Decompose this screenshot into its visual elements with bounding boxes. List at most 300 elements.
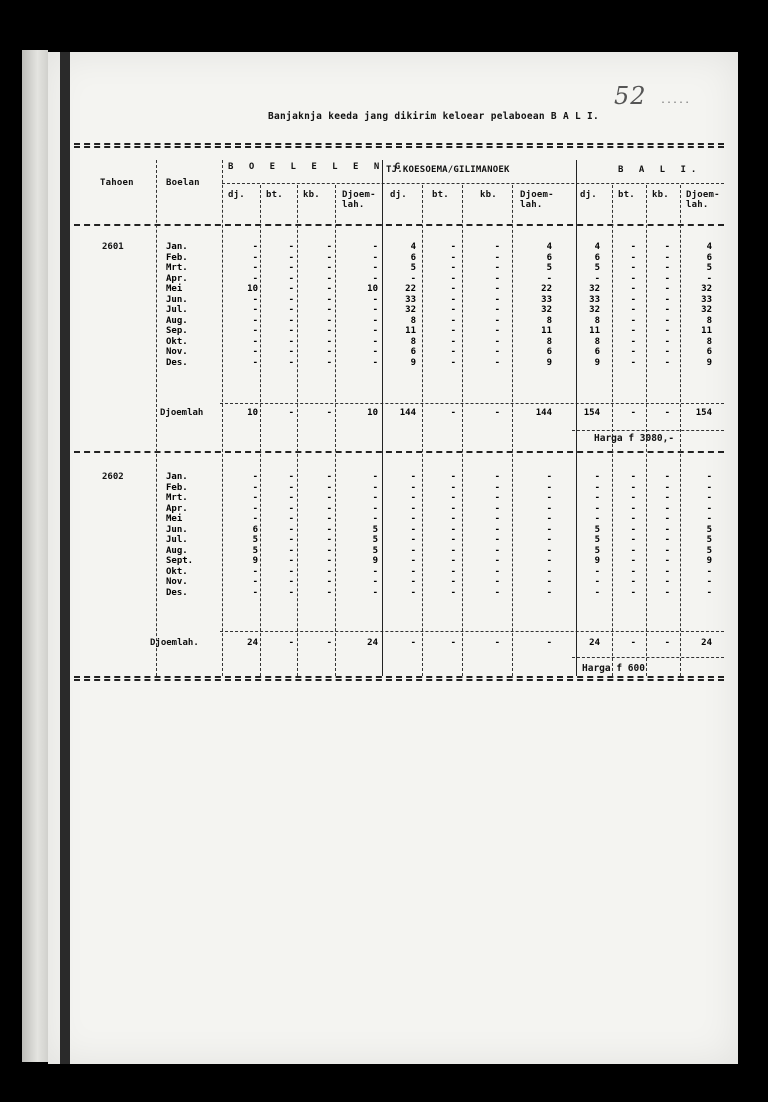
cell-value: 32 — [701, 284, 712, 294]
cell-value: - — [326, 556, 332, 566]
cell-value: - — [546, 482, 552, 493]
cell-value: - — [288, 587, 294, 598]
cell-value: 5 — [594, 545, 600, 556]
month-label: Okt. — [166, 336, 188, 347]
cell-value: - — [594, 587, 600, 598]
cell-value: - — [326, 587, 332, 598]
cell-value: - — [546, 587, 552, 598]
cell-value: - — [326, 263, 332, 273]
column-boeleleng-kb — [297, 472, 332, 598]
header-bali: B A L I. — [618, 165, 702, 175]
month-label: Mei — [166, 284, 183, 294]
cell-value: 9 — [546, 357, 552, 368]
column-boeleleng-dj — [222, 472, 258, 598]
rule-bottom — [74, 676, 724, 681]
cell-value: 11 — [405, 326, 416, 336]
cell-value: - — [630, 305, 636, 315]
cell-value: - — [630, 263, 636, 273]
cell-value: - — [494, 294, 500, 305]
total-line-2602 — [220, 631, 724, 632]
cell-value: - — [630, 577, 636, 587]
cell-value: - — [594, 493, 600, 503]
cell-value: - — [326, 242, 332, 252]
month-label: Apr. — [166, 503, 188, 514]
cell-value: 8 — [706, 315, 712, 326]
sub-t-dj: dj. — [390, 190, 407, 200]
sub-a-jml: Djoem-lah. — [686, 190, 720, 210]
cell-value: - — [252, 252, 258, 263]
cell-value: - — [410, 577, 416, 587]
cell-value: - — [450, 294, 456, 305]
header-boelan: Boelan — [166, 178, 200, 188]
total-boeleleng-jml: 24 — [367, 638, 378, 648]
month-label: Sep. — [166, 326, 188, 336]
cell-value: - — [546, 535, 552, 545]
cell-value: - — [410, 273, 416, 284]
cell-value: - — [252, 347, 258, 357]
month-label: Mei — [166, 514, 183, 524]
cell-value: - — [450, 566, 456, 577]
month-label: Feb. — [166, 482, 188, 493]
total-boeleleng-dj: 10 — [247, 408, 258, 418]
column-bali-dj — [576, 242, 600, 368]
cell-value: - — [494, 305, 500, 315]
sub-a-dj: dj. — [580, 190, 597, 200]
cell-value: - — [706, 577, 712, 587]
cell-value: 9 — [706, 357, 712, 368]
column-boeleleng-jml — [335, 472, 378, 598]
cell-value: - — [450, 284, 456, 294]
month-label: Feb. — [166, 252, 188, 263]
sub-a-bt: bt. — [618, 190, 635, 200]
cell-value: 22 — [405, 284, 416, 294]
cell-value: - — [252, 242, 258, 252]
cell-value: - — [494, 357, 500, 368]
cell-value: - — [288, 336, 294, 347]
cell-value: - — [546, 493, 552, 503]
cell-value: 6 — [546, 347, 552, 357]
month-label: Jan. — [166, 242, 188, 252]
cell-value: 5 — [706, 535, 712, 545]
cell-value: - — [450, 556, 456, 566]
cell-value: - — [288, 503, 294, 514]
document-title: Banjaknja keeda jang dikirim keloear pelaboean B A L I. — [268, 111, 600, 122]
cell-value: - — [630, 493, 636, 503]
cell-value: - — [288, 273, 294, 284]
cell-value: - — [630, 503, 636, 514]
cell-value: - — [664, 294, 670, 305]
cell-value: - — [410, 524, 416, 535]
cell-value: - — [288, 242, 294, 252]
cell-value: 5 — [252, 545, 258, 556]
month-label: Jun. — [166, 294, 188, 305]
cell-value: - — [372, 587, 378, 598]
cell-value: - — [326, 284, 332, 294]
cell-value: - — [546, 472, 552, 482]
total-tj-kb: - — [494, 408, 500, 418]
column-tj-jml — [512, 472, 552, 598]
cell-value: 8 — [546, 336, 552, 347]
cell-value: - — [450, 315, 456, 326]
rule-top — [74, 143, 724, 148]
cell-value: 9 — [410, 357, 416, 368]
month-label: Nov. — [166, 347, 188, 357]
cell-value: - — [326, 535, 332, 545]
cell-value: 33 — [405, 294, 416, 305]
cell-value: - — [252, 503, 258, 514]
column-boeleleng-dj — [222, 242, 258, 368]
cell-value: - — [372, 493, 378, 503]
total-line-2601 — [220, 403, 724, 404]
cell-value: - — [326, 252, 332, 263]
cell-value: - — [372, 263, 378, 273]
column-tj-kb — [462, 472, 500, 598]
cell-value: - — [326, 326, 332, 336]
column-bali-bt — [612, 242, 636, 368]
cell-value: - — [630, 326, 636, 336]
total-tj-dj: 144 — [399, 408, 416, 418]
cell-value: - — [494, 493, 500, 503]
cell-value: - — [326, 577, 332, 587]
cell-value: 32 — [589, 305, 600, 315]
cell-value: - — [252, 263, 258, 273]
harga-2602: Harga f 600 — [582, 663, 645, 674]
year-2601: 2601 — [102, 242, 124, 252]
cell-value: - — [252, 577, 258, 587]
cell-value: - — [252, 493, 258, 503]
cell-value: - — [372, 242, 378, 252]
cell-value: - — [594, 273, 600, 284]
cell-value: 32 — [701, 305, 712, 315]
cell-value: - — [288, 482, 294, 493]
cell-value: 5 — [372, 524, 378, 535]
total-bali-jml: 24 — [701, 638, 712, 648]
cell-value: 9 — [252, 556, 258, 566]
cell-value: - — [252, 587, 258, 598]
cell-value: - — [594, 566, 600, 577]
cell-value: 4 — [594, 242, 600, 252]
cell-value: - — [706, 503, 712, 514]
sub-a-kb: kb. — [652, 190, 669, 200]
cell-value: - — [630, 587, 636, 598]
cell-value: - — [450, 482, 456, 493]
cell-value: - — [494, 273, 500, 284]
cell-value: - — [410, 493, 416, 503]
cell-value: - — [494, 336, 500, 347]
cell-value: 6 — [410, 252, 416, 263]
cell-value: - — [252, 326, 258, 336]
cell-value: 33 — [541, 294, 552, 305]
cell-value: - — [706, 482, 712, 493]
cell-value: 6 — [410, 347, 416, 357]
month-label: Sept. — [166, 556, 194, 566]
cell-value: - — [410, 587, 416, 598]
cell-value: 4 — [546, 242, 552, 252]
cell-value: - — [372, 357, 378, 368]
cell-value: - — [450, 503, 456, 514]
rule-header-bottom — [74, 224, 724, 226]
cell-value: - — [594, 514, 600, 524]
column-bali-kb — [646, 472, 670, 598]
cell-value: 9 — [594, 357, 600, 368]
cell-value: - — [450, 252, 456, 263]
total-boeleleng-bt: - — [288, 638, 294, 648]
cell-value: - — [372, 315, 378, 326]
total-boeleleng-kb: - — [326, 638, 332, 648]
column-tj-jml — [512, 242, 552, 368]
cell-value: - — [630, 524, 636, 535]
cell-value: - — [410, 514, 416, 524]
cell-value: 10 — [247, 284, 258, 294]
column-tj-kb — [462, 242, 500, 368]
cell-value: - — [288, 514, 294, 524]
month-label: Apr. — [166, 273, 188, 284]
cell-value: - — [326, 514, 332, 524]
cell-value: - — [630, 336, 636, 347]
cell-value: - — [372, 514, 378, 524]
cell-value: - — [494, 482, 500, 493]
cell-value: - — [288, 326, 294, 336]
total-label-2601: Djoemlah — [160, 408, 204, 418]
column-tj-dj — [382, 472, 416, 598]
cell-value: - — [494, 566, 500, 577]
cell-value: - — [326, 347, 332, 357]
total-tj-bt: - — [450, 408, 456, 418]
column-boeleleng-bt — [260, 242, 294, 368]
page-number: 52 — [614, 82, 647, 110]
column-tj-bt — [422, 472, 456, 598]
cell-value: - — [326, 482, 332, 493]
cell-value: 9 — [706, 556, 712, 566]
cell-value: - — [450, 242, 456, 252]
cell-value: - — [288, 577, 294, 587]
column-tj-bt — [422, 242, 456, 368]
cell-value: - — [664, 503, 670, 514]
cell-value: - — [252, 482, 258, 493]
cell-value: - — [664, 556, 670, 566]
cell-value: - — [450, 326, 456, 336]
cell-value: - — [326, 294, 332, 305]
cell-value: - — [288, 347, 294, 357]
cell-value: - — [326, 336, 332, 347]
cell-value: - — [372, 336, 378, 347]
cell-value: - — [372, 347, 378, 357]
cell-value: - — [494, 326, 500, 336]
total-bali-kb: - — [664, 408, 670, 418]
cell-value: - — [494, 503, 500, 514]
cell-value: - — [450, 545, 456, 556]
cell-value: 5 — [252, 535, 258, 545]
column-boeleleng-bt — [260, 472, 294, 598]
sub-b-kb: kb. — [303, 190, 320, 200]
cell-value: 9 — [594, 556, 600, 566]
cell-value: 33 — [589, 294, 600, 305]
cell-value: - — [252, 472, 258, 482]
cell-value: - — [664, 577, 670, 587]
month-list — [166, 242, 188, 368]
cell-value: - — [326, 493, 332, 503]
cell-value: - — [494, 472, 500, 482]
cell-value: - — [450, 524, 456, 535]
cell-value: - — [664, 514, 670, 524]
column-bali-bt — [612, 472, 636, 598]
cell-value: - — [288, 305, 294, 315]
month-label: Des. — [166, 587, 188, 598]
cell-value: - — [664, 336, 670, 347]
cell-value: 5 — [594, 263, 600, 273]
total-bali-dj: 24 — [589, 638, 600, 648]
cell-value: - — [630, 315, 636, 326]
cell-value: - — [494, 315, 500, 326]
cell-value: 5 — [594, 524, 600, 535]
cell-value: - — [372, 472, 378, 482]
total-tj-kb: - — [494, 638, 500, 648]
cell-value: 5 — [706, 524, 712, 535]
cell-value: 6 — [706, 252, 712, 263]
month-label: Des. — [166, 357, 188, 368]
cell-value: - — [326, 315, 332, 326]
cell-value: 8 — [706, 336, 712, 347]
total-tj-dj: - — [410, 638, 416, 648]
cell-value: - — [252, 336, 258, 347]
cell-value: - — [410, 503, 416, 514]
cell-value: - — [630, 545, 636, 556]
cell-value: - — [664, 566, 670, 577]
cell-value: - — [546, 577, 552, 587]
cell-value: - — [546, 273, 552, 284]
cell-value: - — [706, 493, 712, 503]
cell-value: - — [450, 577, 456, 587]
cell-value: 32 — [589, 284, 600, 294]
cell-value: - — [326, 357, 332, 368]
sub-t-jml: Djoem-lah. — [520, 190, 554, 210]
cell-value: 10 — [367, 284, 378, 294]
cell-value: - — [494, 347, 500, 357]
month-label: Jan. — [166, 472, 188, 482]
cell-value: 5 — [372, 535, 378, 545]
month-label: Mrt. — [166, 493, 188, 503]
cell-value: - — [450, 347, 456, 357]
cell-value: - — [630, 242, 636, 252]
cell-value: 22 — [541, 284, 552, 294]
cell-value: - — [706, 273, 712, 284]
total-bali-jml: 154 — [695, 408, 712, 418]
cell-value: - — [630, 252, 636, 263]
cell-value: - — [664, 347, 670, 357]
cell-value: 4 — [410, 242, 416, 252]
cell-value: - — [410, 566, 416, 577]
column-bali-jml — [680, 242, 712, 368]
total-tj-jml: - — [546, 638, 552, 648]
month-label: Jun. — [166, 524, 188, 535]
cell-value: - — [664, 482, 670, 493]
cell-value: - — [410, 472, 416, 482]
cell-value: - — [252, 514, 258, 524]
cell-value: 5 — [706, 263, 712, 273]
cell-value: 5 — [410, 263, 416, 273]
cell-value: 32 — [541, 305, 552, 315]
cell-value: - — [664, 587, 670, 598]
month-label: Okt. — [166, 566, 188, 577]
cell-value: - — [494, 587, 500, 598]
cell-value: - — [546, 503, 552, 514]
cell-value: - — [450, 493, 456, 503]
cell-value: - — [630, 357, 636, 368]
group-underline — [222, 183, 724, 184]
cell-value: - — [630, 482, 636, 493]
cell-value: - — [372, 566, 378, 577]
cell-value: - — [494, 242, 500, 252]
cell-value: - — [630, 284, 636, 294]
cell-value: - — [326, 524, 332, 535]
cell-value: - — [630, 273, 636, 284]
cell-value: - — [288, 524, 294, 535]
cell-value: - — [372, 273, 378, 284]
cell-value: - — [326, 545, 332, 556]
cell-value: - — [664, 263, 670, 273]
month-label: Jul. — [166, 535, 188, 545]
cell-value: 8 — [594, 315, 600, 326]
total-boeleleng-dj: 24 — [247, 638, 258, 648]
cell-value: - — [546, 566, 552, 577]
cell-value: 6 — [594, 347, 600, 357]
column-boeleleng-kb — [297, 242, 332, 368]
cell-value: - — [630, 347, 636, 357]
cell-value: - — [494, 535, 500, 545]
cell-value: - — [288, 472, 294, 482]
cell-value: - — [664, 252, 670, 263]
col-line-boelan — [156, 160, 157, 676]
cell-value: - — [288, 535, 294, 545]
cell-value: 11 — [541, 326, 552, 336]
month-list — [166, 472, 193, 598]
cell-value: 11 — [701, 326, 712, 336]
total-bali-kb: - — [664, 638, 670, 648]
cell-value: 4 — [706, 242, 712, 252]
cell-value: - — [252, 315, 258, 326]
sub-b-jml: Djoem-lah. — [342, 190, 376, 210]
cell-value: - — [450, 263, 456, 273]
cell-value: - — [288, 315, 294, 326]
month-label: Nov. — [166, 577, 188, 587]
cell-value: - — [410, 482, 416, 493]
cell-value: - — [288, 294, 294, 305]
column-bali-kb — [646, 242, 670, 368]
total-tj-bt: - — [450, 638, 456, 648]
cell-value: - — [664, 326, 670, 336]
total-boeleleng-jml: 10 — [367, 408, 378, 418]
cell-value: - — [372, 294, 378, 305]
cell-value: - — [594, 472, 600, 482]
cell-value: - — [410, 535, 416, 545]
total-tj-jml: 144 — [535, 408, 552, 418]
cell-value: 6 — [706, 347, 712, 357]
cell-value: - — [288, 493, 294, 503]
cell-value: - — [664, 315, 670, 326]
harga-line-2601 — [572, 430, 724, 431]
column-bali-jml — [680, 472, 712, 598]
sub-t-bt: bt. — [432, 190, 449, 200]
cell-value: - — [664, 545, 670, 556]
cell-value: - — [450, 357, 456, 368]
cell-value: - — [450, 514, 456, 524]
month-label: Aug. — [166, 315, 188, 326]
month-label: Mrt. — [166, 263, 188, 273]
cell-value: 9 — [372, 556, 378, 566]
sub-b-bt: bt. — [266, 190, 283, 200]
cell-value: 6 — [252, 524, 258, 535]
column-boeleleng-jml — [335, 242, 378, 368]
